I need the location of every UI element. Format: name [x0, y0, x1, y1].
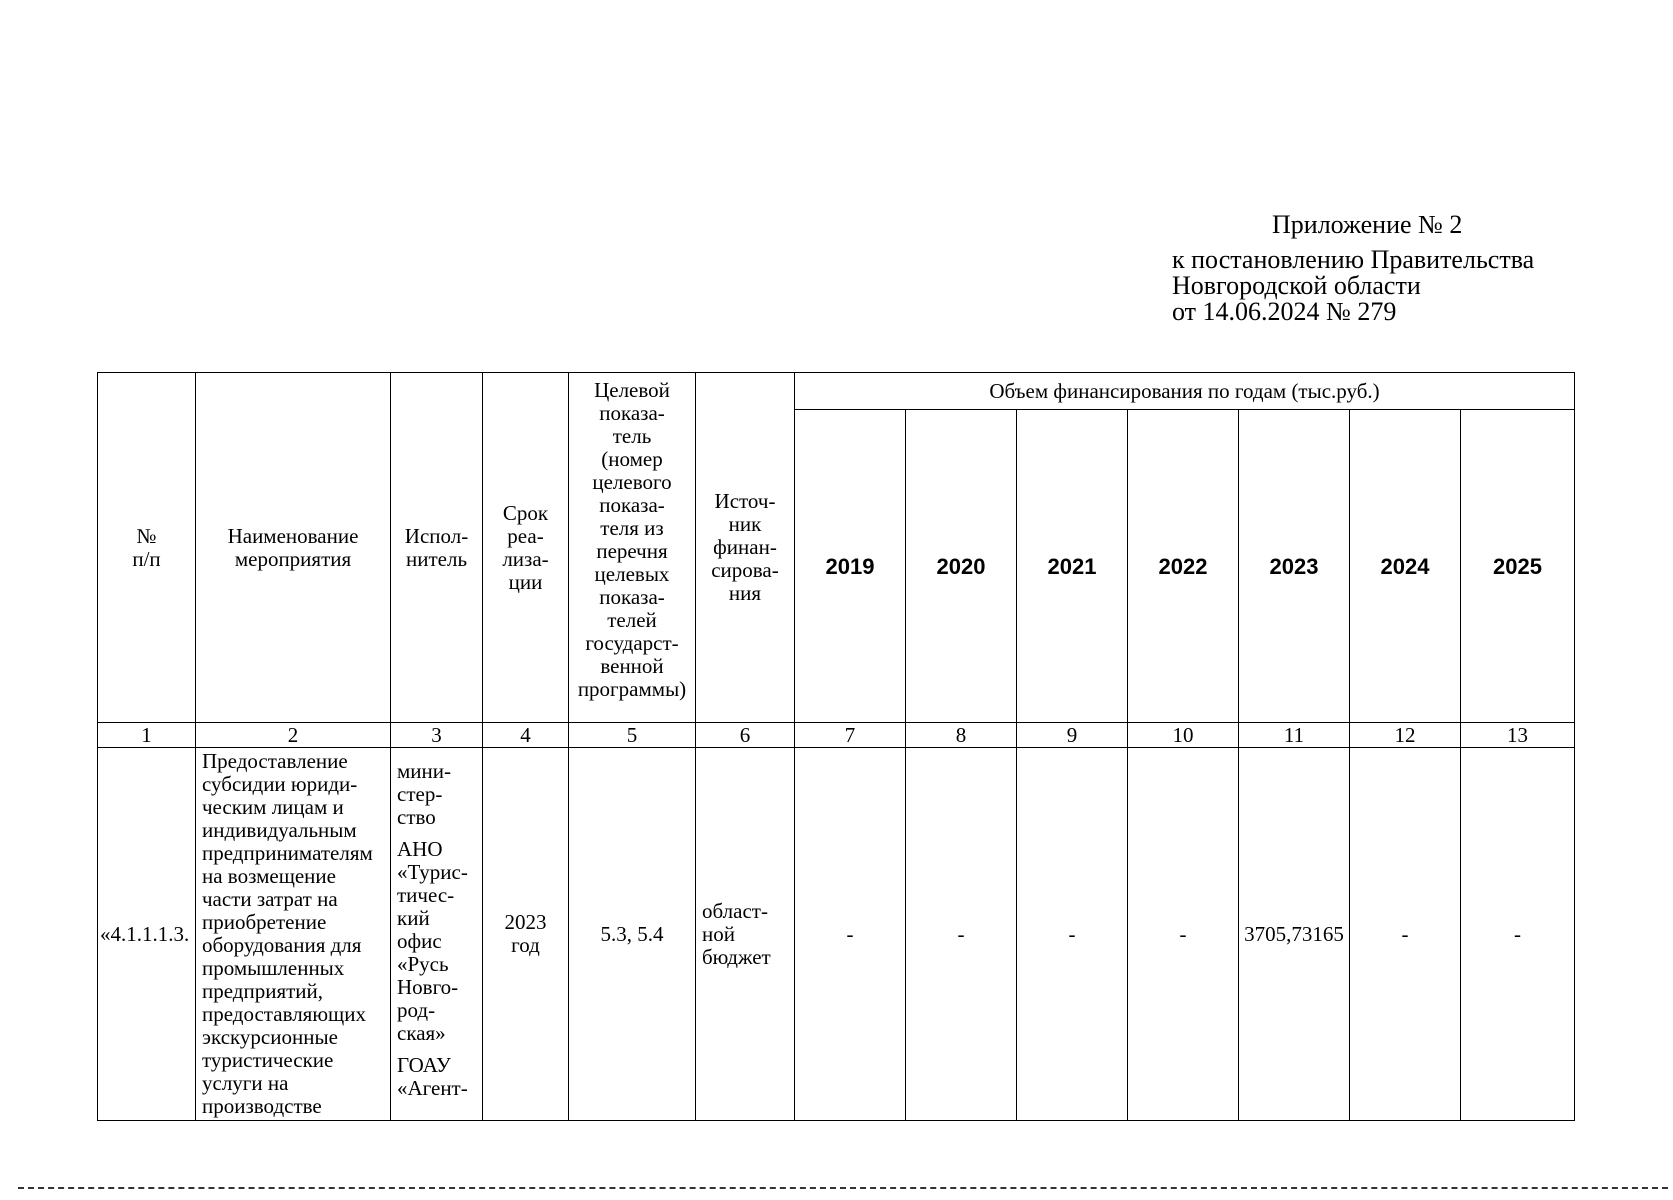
header-source: Источ- ник финан- сирова- ния — [696, 373, 795, 723]
column-number: 12 — [1350, 723, 1461, 748]
header-year-2025: 2025 — [1461, 410, 1575, 723]
column-number: 13 — [1461, 723, 1575, 748]
row-term: 2023 год — [483, 748, 569, 1121]
appendix-date-line: от 14.06.2024 № 279 — [1172, 297, 1397, 326]
row-funding-2019: - — [795, 748, 906, 1121]
column-number: 5 — [569, 723, 696, 748]
executor-ministry: мини- стер- ство — [397, 758, 451, 829]
column-number: 8 — [906, 723, 1017, 748]
column-number: 3 — [391, 723, 483, 748]
column-number-row — [98, 723, 1575, 748]
header-year-2023: 2023 — [1239, 410, 1350, 723]
scan-artifact-mark — [1598, 0, 1668, 9]
appendix-resolution-line: к постановлению Правительства — [1172, 245, 1535, 274]
row-executor — [391, 748, 483, 1121]
appendix-title: Приложение № 2 — [1272, 210, 1463, 239]
row-funding-2025: - — [1461, 748, 1575, 1121]
column-number: 7 — [795, 723, 906, 748]
header-year-2019: 2019 — [795, 410, 906, 723]
appendix-region-line: Новгородской области — [1172, 271, 1421, 300]
column-number: 11 — [1239, 723, 1350, 748]
funding-table — [97, 372, 1575, 1121]
header-year-2024: 2024 — [1350, 410, 1461, 723]
row-funding-2024: - — [1350, 748, 1461, 1121]
header-term: Срок реа- лиза- ции — [483, 373, 569, 723]
header-funding-group: Объем финансирования по годам (тыс.руб.) — [795, 373, 1575, 410]
column-number: 6 — [696, 723, 795, 748]
row-funding-2023: 3705,73165 — [1239, 748, 1350, 1121]
executor-goau-agency: ГОАУ «Агент- — [397, 1052, 468, 1100]
row-funding-2021: - — [1017, 748, 1128, 1121]
executor-tourist-office: АНО «Турис- тичес- кий офис «Русь Новго- род- ская» — [397, 836, 468, 1045]
column-number: 4 — [483, 723, 569, 748]
header-name: Наименование мероприятия — [196, 373, 391, 723]
row-funding-2020: - — [906, 748, 1017, 1121]
header-executor: Испол- нитель — [391, 373, 483, 723]
header-target: Целевой показа- тель (номер целевого показа- теля из перечня целевых показа- телей государст- венной программы) — [569, 373, 696, 723]
row-activity-name: Предоставление субсидии юриди- ческим лицам и индивидуальным предпринимателям на возмещение части затрат на приобретение оборудования для промышленных предприятий, предоставляющих экскурсионные туристические услуги на производстве — [196, 748, 391, 1121]
header-row-top — [98, 373, 1575, 410]
header-year-2022: 2022 — [1128, 410, 1239, 723]
header-num: № п/п — [98, 373, 196, 723]
header-year-2021: 2021 — [1017, 410, 1128, 723]
row-target-indicator: 5.3, 5.4 — [569, 748, 696, 1121]
column-number: 2 — [196, 723, 391, 748]
row-funding-2022: - — [1128, 748, 1239, 1121]
column-number: 10 — [1128, 723, 1239, 748]
column-number: 9 — [1017, 723, 1128, 748]
header-year-2020: 2020 — [906, 410, 1017, 723]
row-funding-source: област- ной бюджет — [696, 748, 795, 1121]
row-number: «4.1.1.1.3. — [98, 748, 196, 1121]
page-bottom-rule — [18, 1187, 1668, 1189]
appendix-header — [1172, 212, 1592, 325]
table-row — [98, 748, 1575, 1121]
column-number: 1 — [98, 723, 196, 748]
